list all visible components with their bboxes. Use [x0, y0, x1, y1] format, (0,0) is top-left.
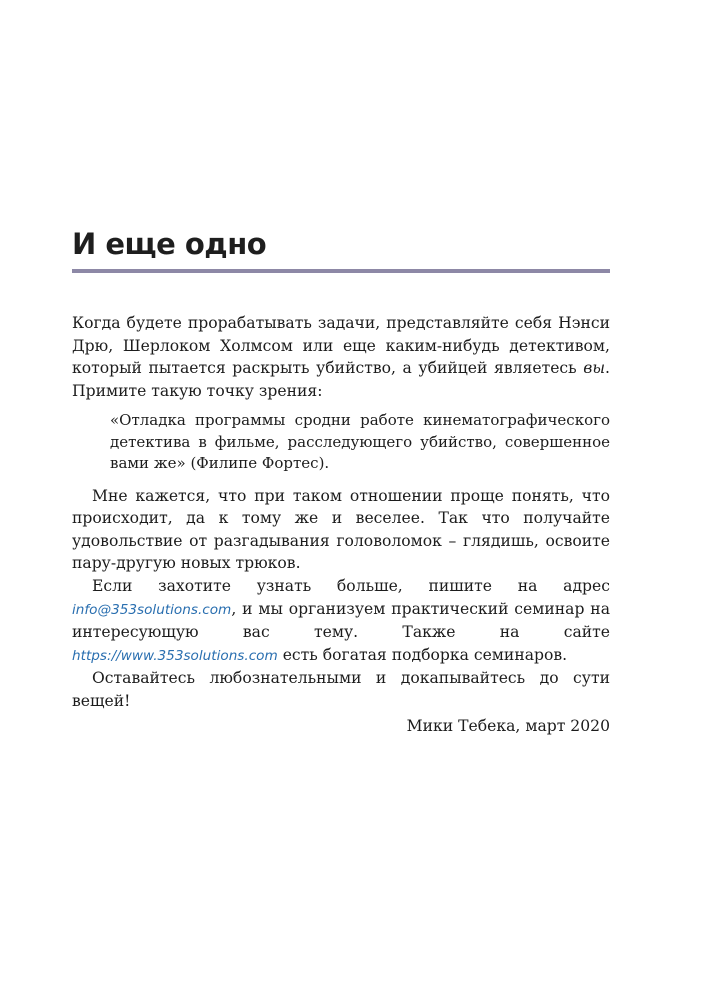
chapter-title: И еще одно: [72, 227, 267, 261]
intro-emphasis: вы: [583, 359, 606, 378]
page: [72, 0, 610, 1000]
paragraph-3-text: Если захотите узнать больше, пишите на адрес: [92, 576, 610, 595]
body-text: [72, 312, 610, 737]
title-divider: [72, 269, 610, 273]
block-quote: «Отладка программы сродни работе кинематографического детектива в фильме, расследующего убийство, совершенное вами же» (Филипе Фортес).: [110, 411, 610, 473]
paragraph-4: Оставайтесь любознательными и докапывайтесь до сути вещей!: [72, 669, 610, 710]
paragraph-2: Мне кажется, что при таком отношении проще понять, что происходит, да к тому же и веселее. Так что получайте удовольствие от разгадывания головоломок – глядишь, освоите пару-другую новых трюков.: [72, 486, 610, 573]
paragraph-3-text-end: есть богатая подборка семинаров.: [277, 645, 568, 664]
intro-text: Когда будете прорабатывать задачи, представляйте себя Нэнси Дрю, Шерлоком Холмсом или еще каким-нибудь детективом, который пытается раскрыть убийство, а убийцей являетесь: [72, 314, 610, 378]
email-link[interactable]: info@353solutions.com: [72, 601, 232, 618]
paragraph-3: [72, 575, 610, 667]
website-link[interactable]: https://www.353solutions.com: [72, 647, 278, 664]
intro-paragraph: [72, 312, 610, 402]
paragraph-3-text-mid: , и мы организуем практический семинар на интересующую вас тему. Также на сайте: [72, 599, 610, 642]
intro-text-end: . Примите такую точку зрения:: [72, 359, 610, 400]
author-signature: Мики Тебека, март 2020: [406, 716, 610, 735]
